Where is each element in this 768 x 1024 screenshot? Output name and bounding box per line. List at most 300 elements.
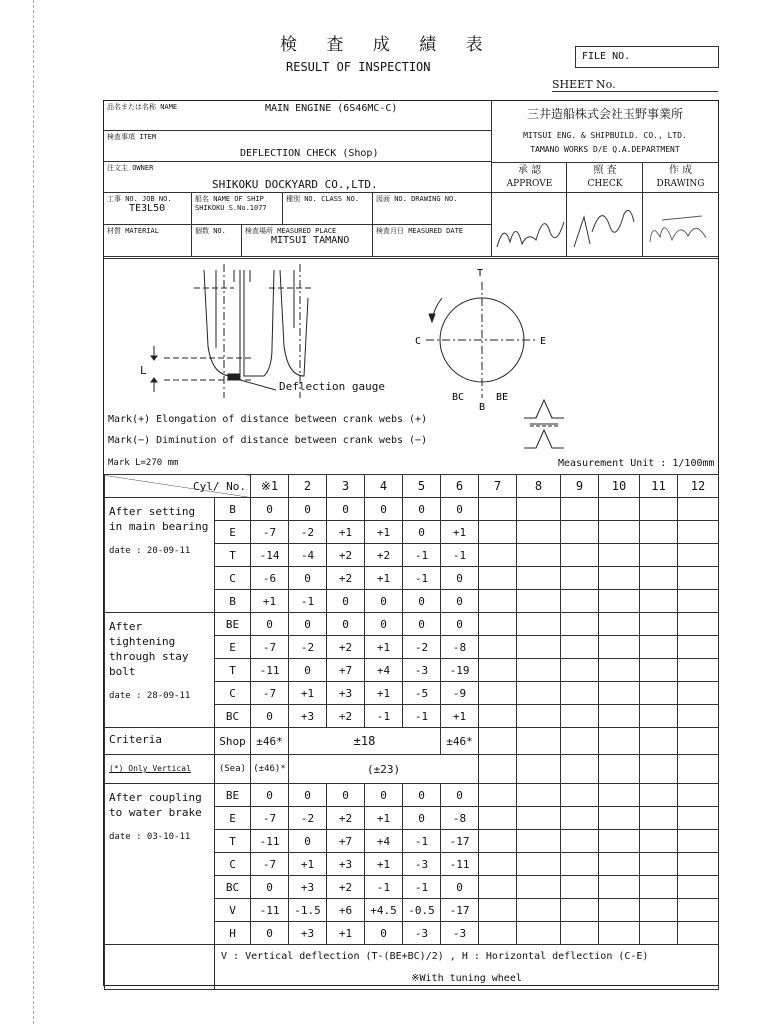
criteria-sea-row bbox=[105, 755, 719, 784]
value-cell: 0 bbox=[365, 922, 403, 945]
empty-cell bbox=[640, 521, 678, 544]
empty-cell bbox=[678, 853, 719, 876]
value-cell: +1 bbox=[365, 682, 403, 705]
value-cell: 0 bbox=[251, 784, 289, 807]
value-cell: -11 bbox=[441, 853, 479, 876]
drawing-cell bbox=[373, 193, 492, 225]
cyl-header: 6 bbox=[441, 475, 479, 498]
job-label: 工事 NO. JOB NO. bbox=[107, 195, 172, 203]
owner-label: 注文主 OWNER bbox=[107, 164, 154, 172]
empty-cell bbox=[678, 567, 719, 590]
position-cell: T bbox=[215, 659, 251, 682]
criteria-shop-row bbox=[105, 728, 719, 755]
value-cell: 0 bbox=[289, 659, 327, 682]
condition-text: After coupling to water brake bbox=[109, 791, 202, 819]
footer-definitions: V : Vertical deflection (T-(BE+BC)/2) , H : Horizontal deflection (C-E) bbox=[215, 945, 719, 968]
value-cell: -1 bbox=[403, 544, 441, 567]
value-cell: 0 bbox=[403, 613, 441, 636]
condition-text: After setting in main bearing bbox=[109, 505, 209, 533]
value-cell: -3 bbox=[403, 922, 441, 945]
empty-cell bbox=[561, 613, 599, 636]
empty-cell bbox=[640, 590, 678, 613]
empty-cell bbox=[640, 853, 678, 876]
class-label: 種別 NO. CLASS NO. bbox=[286, 195, 360, 203]
position-cell: BC bbox=[215, 705, 251, 728]
position-cell: C bbox=[215, 682, 251, 705]
value-cell: -2 bbox=[289, 636, 327, 659]
empty-cell bbox=[599, 853, 640, 876]
item-label: 検査事項 ITEM bbox=[107, 133, 157, 141]
empty-cell bbox=[678, 830, 719, 853]
pos-b: B bbox=[479, 402, 486, 413]
shop-first: ±46* bbox=[251, 728, 289, 755]
value-cell: -2 bbox=[289, 521, 327, 544]
value-cell: +2 bbox=[327, 636, 365, 659]
value-cell: +2 bbox=[327, 705, 365, 728]
shop-label: Shop bbox=[215, 728, 251, 755]
empty-cell bbox=[561, 899, 599, 922]
value-cell: -1 bbox=[403, 705, 441, 728]
drawing-label: 図面 NO. DRAWING NO. bbox=[376, 195, 458, 203]
empty-cell bbox=[517, 498, 561, 521]
value-cell: 0 bbox=[251, 498, 289, 521]
empty-cell bbox=[678, 613, 719, 636]
measurement-unit: Measurement Unit : 1/100mm bbox=[558, 458, 715, 469]
value-cell: +3 bbox=[327, 682, 365, 705]
value-cell: +3 bbox=[289, 876, 327, 899]
empty-cell bbox=[561, 755, 599, 784]
condition-label bbox=[105, 613, 215, 728]
value-cell: +3 bbox=[289, 705, 327, 728]
condition-label bbox=[105, 784, 215, 945]
empty-cell bbox=[678, 755, 719, 784]
position-cell: C bbox=[215, 567, 251, 590]
position-cell: E bbox=[215, 636, 251, 659]
condition-text: After tightening through stay bolt bbox=[109, 620, 189, 678]
value-cell: -8 bbox=[441, 636, 479, 659]
value-cell: +1 bbox=[289, 853, 327, 876]
deflection-table bbox=[104, 474, 719, 990]
empty-cell bbox=[678, 682, 719, 705]
value-cell: -4 bbox=[289, 544, 327, 567]
empty-cell bbox=[640, 922, 678, 945]
drawing-label-sign: 作 成 DRAWING bbox=[656, 165, 705, 189]
value-cell: -19 bbox=[441, 659, 479, 682]
footer-blank bbox=[105, 945, 215, 968]
position-cell: E bbox=[215, 807, 251, 830]
empty-cell bbox=[517, 521, 561, 544]
page-margin-line bbox=[33, 0, 34, 1024]
empty-cell bbox=[599, 807, 640, 830]
cyl-header: 5 bbox=[403, 475, 441, 498]
value-cell: +4.5 bbox=[365, 899, 403, 922]
value-cell: -1 bbox=[403, 876, 441, 899]
empty-cell bbox=[561, 636, 599, 659]
sea-first: (±46)* bbox=[251, 755, 289, 784]
value-cell: 0 bbox=[289, 498, 327, 521]
cyl-header: 3 bbox=[327, 475, 365, 498]
value-cell: -1 bbox=[365, 876, 403, 899]
sea-mid: (±23) bbox=[289, 755, 479, 784]
value-cell: 0 bbox=[327, 498, 365, 521]
title-japanese: 検 査 成 績 表 bbox=[280, 35, 495, 55]
value-cell: +7 bbox=[327, 659, 365, 682]
position-cell: T bbox=[215, 830, 251, 853]
value-cell: -0.5 bbox=[403, 899, 441, 922]
position-cell: BE bbox=[215, 613, 251, 636]
empty-cell bbox=[479, 830, 517, 853]
approve-label: 承 認 APPROVE bbox=[506, 165, 553, 189]
empty-cell bbox=[517, 807, 561, 830]
value-cell: 0 bbox=[403, 590, 441, 613]
value-cell: +1 bbox=[327, 521, 365, 544]
empty-cell bbox=[517, 853, 561, 876]
empty-cell bbox=[599, 876, 640, 899]
empty-cell bbox=[561, 853, 599, 876]
cyl-header: 7 bbox=[479, 475, 517, 498]
mark-l-note: Mark L=270 mm bbox=[108, 458, 179, 468]
file-no-box: FILE NO. bbox=[575, 46, 719, 68]
date-label: 検査月日 MEASURED DATE bbox=[376, 227, 464, 235]
ship-label: 船名 NAME OF SHIP bbox=[195, 195, 264, 203]
value-cell: +1 bbox=[441, 705, 479, 728]
sheet-no: SHEET No. bbox=[552, 78, 718, 92]
mark-plus-note: Mark(+) Elongation of distance between crank webs (+) bbox=[108, 414, 428, 425]
empty-cell bbox=[599, 784, 640, 807]
value-cell: +1 bbox=[365, 521, 403, 544]
empty-cell bbox=[678, 899, 719, 922]
empty-cell bbox=[678, 590, 719, 613]
cyl-header: 8 bbox=[517, 475, 561, 498]
value-cell: -7 bbox=[251, 636, 289, 659]
empty-cell bbox=[640, 659, 678, 682]
value-cell: -17 bbox=[441, 899, 479, 922]
value-cell: 0 bbox=[289, 567, 327, 590]
cyl-header: 12 bbox=[678, 475, 719, 498]
footer-tuning-note: ※With tuning wheel bbox=[215, 967, 719, 990]
value-cell: 0 bbox=[441, 613, 479, 636]
empty-cell bbox=[599, 922, 640, 945]
value-cell: -1 bbox=[403, 830, 441, 853]
value-cell: +1 bbox=[365, 807, 403, 830]
value-cell: 0 bbox=[251, 876, 289, 899]
gauge-label: Deflection gauge bbox=[279, 380, 385, 393]
value-cell: 0 bbox=[403, 498, 441, 521]
sea-label: (Sea) bbox=[215, 755, 251, 784]
signatures bbox=[492, 192, 718, 257]
footer-row-1 bbox=[105, 945, 719, 968]
empty-cell bbox=[517, 705, 561, 728]
empty-cell bbox=[599, 830, 640, 853]
job-cell bbox=[104, 193, 192, 225]
empty-cell bbox=[678, 521, 719, 544]
value-cell: 0 bbox=[289, 613, 327, 636]
value-cell: 0 bbox=[365, 613, 403, 636]
value-cell: -1 bbox=[403, 567, 441, 590]
value-cell: -14 bbox=[251, 544, 289, 567]
position-cell: B bbox=[215, 498, 251, 521]
empty-cell bbox=[479, 705, 517, 728]
footer-blank bbox=[105, 967, 215, 990]
empty-cell bbox=[678, 876, 719, 899]
value-cell: 0 bbox=[365, 498, 403, 521]
value-cell: +3 bbox=[289, 922, 327, 945]
empty-cell bbox=[561, 682, 599, 705]
value-cell: -3 bbox=[403, 659, 441, 682]
value-cell: -1 bbox=[365, 705, 403, 728]
condition-date: date : 03-10-11 bbox=[109, 832, 191, 842]
empty-cell bbox=[678, 807, 719, 830]
value-cell: 0 bbox=[327, 590, 365, 613]
empty-cell bbox=[640, 784, 678, 807]
empty-cell bbox=[640, 636, 678, 659]
value-cell: -7 bbox=[251, 853, 289, 876]
pos-t: T bbox=[477, 268, 484, 279]
value-cell: -7 bbox=[251, 521, 289, 544]
empty-cell bbox=[599, 659, 640, 682]
empty-cell bbox=[678, 498, 719, 521]
empty-cell bbox=[640, 830, 678, 853]
table-row bbox=[105, 613, 719, 636]
empty-cell bbox=[517, 784, 561, 807]
check-label: 照 査 CHECK bbox=[587, 165, 623, 189]
value-cell: +1 bbox=[251, 590, 289, 613]
empty-cell bbox=[479, 807, 517, 830]
value-cell: -11 bbox=[251, 659, 289, 682]
empty-cell bbox=[479, 613, 517, 636]
value-cell: 0 bbox=[289, 830, 327, 853]
place-cell bbox=[242, 225, 373, 257]
empty-cell bbox=[479, 498, 517, 521]
empty-cell bbox=[561, 807, 599, 830]
value-cell: +7 bbox=[327, 830, 365, 853]
empty-cell bbox=[479, 876, 517, 899]
value-cell: 0 bbox=[251, 922, 289, 945]
material-label: 材質 MATERIAL bbox=[107, 227, 159, 235]
position-cell: T bbox=[215, 544, 251, 567]
empty-cell bbox=[517, 728, 561, 755]
class-cell bbox=[283, 193, 373, 225]
empty-cell bbox=[678, 636, 719, 659]
condition-label bbox=[105, 498, 215, 613]
qty-label: 個数 NO. bbox=[195, 227, 226, 235]
shop-last: ±46* bbox=[441, 728, 479, 755]
empty-cell bbox=[640, 705, 678, 728]
empty-cell bbox=[640, 567, 678, 590]
empty-cell bbox=[517, 755, 561, 784]
date-cell bbox=[373, 225, 492, 257]
value-cell: -8 bbox=[441, 807, 479, 830]
value-cell: -2 bbox=[403, 636, 441, 659]
empty-cell bbox=[640, 876, 678, 899]
position-cell: H bbox=[215, 922, 251, 945]
company-dept: TAMANO WORKS D/E Q.A.DEPARTMENT bbox=[530, 145, 680, 154]
empty-cell bbox=[561, 521, 599, 544]
value-cell: -6 bbox=[251, 567, 289, 590]
value-cell: -7 bbox=[251, 807, 289, 830]
position-cell: BE bbox=[215, 784, 251, 807]
value-cell: +4 bbox=[365, 659, 403, 682]
name-value: MAIN ENGINE (6S46MC-C) bbox=[265, 103, 398, 114]
empty-cell bbox=[517, 613, 561, 636]
value-cell: 0 bbox=[403, 807, 441, 830]
empty-cell bbox=[678, 544, 719, 567]
ship-value: SHIKOKU S.No.1077 bbox=[195, 204, 267, 212]
place-value: MITSUI TAMANO bbox=[271, 235, 350, 246]
value-cell: +1 bbox=[365, 853, 403, 876]
empty-cell bbox=[561, 922, 599, 945]
empty-cell bbox=[599, 705, 640, 728]
empty-cell bbox=[517, 590, 561, 613]
empty-cell bbox=[640, 498, 678, 521]
value-cell: -1 bbox=[441, 544, 479, 567]
empty-cell bbox=[479, 636, 517, 659]
value-cell: +1 bbox=[441, 521, 479, 544]
value-cell: +2 bbox=[327, 544, 365, 567]
empty-cell bbox=[640, 807, 678, 830]
empty-cell bbox=[479, 728, 517, 755]
crank-position-circle bbox=[426, 282, 538, 398]
cyl-header: 9 bbox=[561, 475, 599, 498]
empty-cell bbox=[599, 899, 640, 922]
empty-cell bbox=[517, 636, 561, 659]
empty-cell bbox=[678, 922, 719, 945]
position-cell: B bbox=[215, 590, 251, 613]
empty-cell bbox=[517, 544, 561, 567]
empty-cell bbox=[599, 521, 640, 544]
value-cell: 0 bbox=[365, 590, 403, 613]
empty-cell bbox=[517, 830, 561, 853]
pos-be: BE bbox=[496, 392, 509, 403]
empty-cell bbox=[640, 544, 678, 567]
empty-cell bbox=[479, 755, 517, 784]
mark-minus-note: Mark(−) Diminution of distance between crank webs (−) bbox=[108, 435, 428, 446]
value-cell: -1 bbox=[289, 590, 327, 613]
cyl-header: 4 bbox=[365, 475, 403, 498]
title-english: RESULT OF INSPECTION bbox=[286, 60, 431, 74]
table-header-row bbox=[105, 475, 719, 498]
value-cell: -17 bbox=[441, 830, 479, 853]
empty-cell bbox=[479, 590, 517, 613]
empty-cell bbox=[561, 728, 599, 755]
value-cell: -7 bbox=[251, 682, 289, 705]
value-cell: -11 bbox=[251, 830, 289, 853]
empty-cell bbox=[599, 636, 640, 659]
empty-cell bbox=[640, 682, 678, 705]
empty-cell bbox=[640, 728, 678, 755]
position-cell: C bbox=[215, 853, 251, 876]
empty-cell bbox=[561, 784, 599, 807]
company-name-jp: 三井造船株式会社玉野事業所 bbox=[526, 107, 683, 121]
value-cell: 0 bbox=[251, 705, 289, 728]
empty-cell bbox=[678, 784, 719, 807]
ship-cell bbox=[192, 193, 283, 225]
empty-cell bbox=[599, 728, 640, 755]
value-cell: +2 bbox=[327, 567, 365, 590]
value-cell: -1.5 bbox=[289, 899, 327, 922]
empty-cell bbox=[678, 705, 719, 728]
empty-cell bbox=[599, 567, 640, 590]
footer-row-2 bbox=[105, 967, 719, 990]
value-cell: 0 bbox=[441, 784, 479, 807]
table-row bbox=[105, 784, 719, 807]
value-cell: +4 bbox=[365, 830, 403, 853]
qty-cell bbox=[192, 225, 242, 257]
pos-bc: BC bbox=[452, 392, 465, 403]
empty-cell bbox=[479, 853, 517, 876]
empty-cell bbox=[561, 830, 599, 853]
empty-cell bbox=[599, 544, 640, 567]
name-label: 品名または名称 NAME bbox=[107, 103, 178, 111]
value-cell: -3 bbox=[441, 922, 479, 945]
place-label: 検査場所 MEASURED PLACE bbox=[245, 227, 337, 235]
value-cell: -11 bbox=[251, 899, 289, 922]
empty-cell bbox=[599, 498, 640, 521]
empty-cell bbox=[479, 567, 517, 590]
empty-cell bbox=[599, 755, 640, 784]
shop-mid: ±18 bbox=[289, 728, 441, 755]
empty-cell bbox=[561, 705, 599, 728]
empty-cell bbox=[517, 899, 561, 922]
empty-cell bbox=[640, 755, 678, 784]
value-cell: 0 bbox=[441, 590, 479, 613]
condition-date: date : 28-09-11 bbox=[109, 691, 191, 701]
value-cell: +1 bbox=[327, 922, 365, 945]
empty-cell bbox=[479, 521, 517, 544]
pos-c: C bbox=[415, 336, 422, 347]
empty-cell bbox=[561, 876, 599, 899]
empty-cell bbox=[599, 682, 640, 705]
value-cell: 0 bbox=[327, 784, 365, 807]
empty-cell bbox=[561, 567, 599, 590]
value-cell: 0 bbox=[365, 784, 403, 807]
position-cell: BC bbox=[215, 876, 251, 899]
empty-cell bbox=[678, 659, 719, 682]
criteria-note: (*) Only Vertical bbox=[105, 755, 215, 784]
value-cell: -2 bbox=[289, 807, 327, 830]
cyl-header: 2 bbox=[289, 475, 327, 498]
empty-cell bbox=[517, 567, 561, 590]
empty-cell bbox=[479, 784, 517, 807]
empty-cell bbox=[479, 682, 517, 705]
deflection-sign-symbols bbox=[524, 400, 564, 448]
cyl-header: 10 bbox=[599, 475, 640, 498]
value-cell: 0 bbox=[403, 521, 441, 544]
company-name-en: MITSUI ENG. & SHIPBUILD. CO., LTD. bbox=[523, 131, 687, 140]
condition-date: date : 20-09-11 bbox=[109, 546, 191, 556]
value-cell: 0 bbox=[403, 784, 441, 807]
value-cell: 0 bbox=[441, 567, 479, 590]
value-cell: +6 bbox=[327, 899, 365, 922]
value-cell: 0 bbox=[327, 613, 365, 636]
empty-cell bbox=[517, 922, 561, 945]
owner-value: SHIKOKU DOCKYARD CO.,LTD. bbox=[212, 178, 378, 191]
empty-cell bbox=[479, 922, 517, 945]
position-cell: V bbox=[215, 899, 251, 922]
empty-cell bbox=[599, 613, 640, 636]
item-value: DEFLECTION CHECK (Shop) bbox=[240, 148, 379, 159]
empty-cell bbox=[517, 682, 561, 705]
empty-cell bbox=[640, 613, 678, 636]
value-cell: +3 bbox=[327, 853, 365, 876]
signature-approve bbox=[497, 222, 564, 247]
material-cell bbox=[104, 225, 192, 257]
empty-cell bbox=[479, 899, 517, 922]
job-value: TE3L50 bbox=[129, 203, 166, 214]
empty-cell bbox=[479, 544, 517, 567]
table-row bbox=[105, 498, 719, 521]
value-cell: 0 bbox=[251, 613, 289, 636]
